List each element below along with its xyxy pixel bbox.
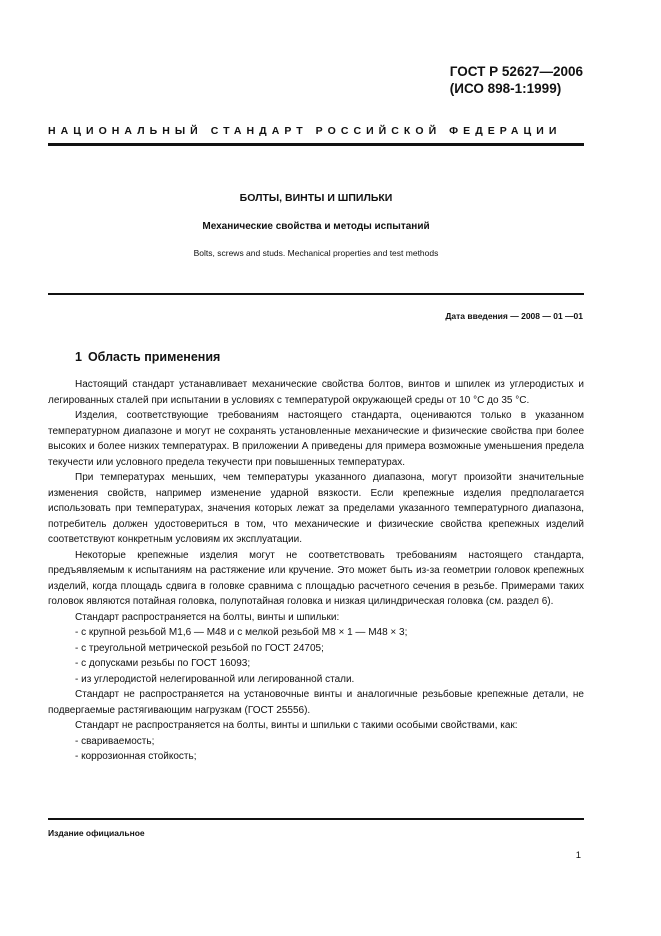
standard-number: ГОСТ Р 52627—2006 <box>449 64 583 79</box>
iso-reference: (ИСО 898-1:1999) <box>449 81 562 96</box>
official-edition-label: Издание официальное <box>48 828 145 838</box>
title-divider <box>48 293 584 295</box>
paragraph: Настоящий стандарт устанавливает механические свойства болтов, винтов и шпилек из углеродистых и легированных сталей при испытании в условиях с температурой окружающей среды от 10 °С до 35 °С. <box>48 379 584 406</box>
paragraph: Стандарт не распространяется на болты, винты и шпильки с такими особыми свойствами, как: <box>75 720 518 731</box>
page-number: 1 <box>575 850 581 861</box>
list-item: - с допусками резьбы по ГОСТ 16093; <box>75 658 251 669</box>
section-heading <box>75 350 226 364</box>
list-item: - с крупной резьбой М1,6 — М48 и с мелкой резьбой М8 × 1 — М48 × 3; <box>75 627 408 638</box>
national-standard-title: НАЦИОНАЛЬНЫЙ СТАНДАРТ РОССИЙСКОЙ ФЕДЕРАЦИИ <box>48 125 562 137</box>
paragraph: Стандарт не распространяется на установочные винты и аналогичные резьбовые крепежные детали, не подвергаемые растягивающим нагрузкам (ГОСТ 25556). <box>48 689 584 716</box>
list-item: - свариваемость; <box>75 735 155 747</box>
document-title: БОЛТЫ, ВИНТЫ И ШПИЛЬКИ <box>239 192 393 204</box>
list-item: - коррозионная стойкость; <box>75 751 197 762</box>
paragraph: Некоторые крепежные изделия могут не соответствовать требованиям настоящего стандарта, предъявляемым к испытаниям на растяжение или кручение. Это может быть из-за геометрии головок крепежных изделий, когда площадь сдвига в головке сравнима с площадью расчетного сечения в резьбе. Примерами таких головок являются потайная головка, полупотайная головка и низкая цилиндрическая головка (см. раздел 6). <box>48 549 584 607</box>
paragraph: Изделия, соответствующие требованиям настоящего стандарта, оцениваются только в указанном температурном диапазоне и могут не сохранять установленные механические и физические свойства при более высоких и более низких температурах. В приложении А приведены для примера возможные уменьшения предела текучести или условного предела текучести при повышенных температурах. <box>48 410 584 468</box>
header-divider <box>48 143 584 146</box>
section-body <box>48 377 584 765</box>
footer-divider <box>48 818 584 820</box>
standard-code-block <box>450 63 583 97</box>
document-subtitle: Механические свойства и методы испытаний <box>202 221 430 232</box>
list-item: - с треугольной метрической резьбой по ГОСТ 24705; <box>75 642 324 654</box>
list-item: - из углеродистой нелегированной или легированной стали. <box>75 673 355 685</box>
english-title: Bolts, screws and studs. Mechanical properties and test methods <box>193 248 439 258</box>
section-number: 1 <box>75 350 82 364</box>
introduction-date: Дата введения — 2008 — 01 —01 <box>445 311 583 321</box>
section-title: Область применения <box>87 350 221 364</box>
paragraph: При температурах меньших, чем температуры указанного диапазона, могут произойти значительные изменения свойств, например изменение ударной вязкости. Если крепежные изделия предполагается использовать при температурах, значения которых лежат за пределами указанного температурного диапазона, потребитель должен удостовериться в том, что механические и физические свойства крепежных изделий соответствуют конкретным условиям их эксплуатации. <box>48 472 584 545</box>
paragraph: Стандарт распространяется на болты, винты и шпильки: <box>75 611 340 623</box>
